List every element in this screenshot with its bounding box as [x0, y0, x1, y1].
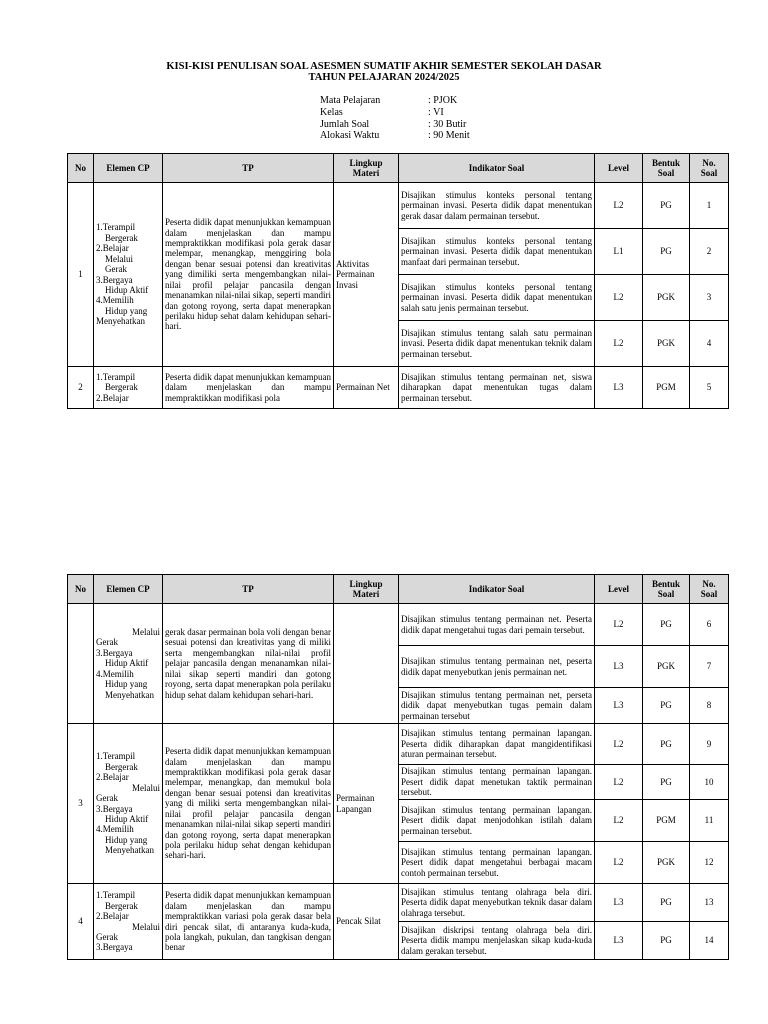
cell-bentuk-soal: PG	[643, 604, 690, 646]
table-header-row	[68, 154, 729, 183]
elemen-line: Melalui	[105, 253, 133, 264]
header-lingkup-materi	[334, 154, 399, 183]
cell-tp: Peserta didik dapat menunjukkan kemampuan dalam menjelaskan dan mampu mempraktikkan modifikasi pola gerak dasar melempar, menangkap, dan memukul bola dengan benar sesuai potensi dan kreativitas yang di miliki serta mengembangkan nilai-nilai profil pelajar pancasila dengan menanamkan nilai-nilai sikap seperti mandiri dan gotong royong, serta dapat menerapkan pola perilaku hidup sehat dengan kehidupan sehari-hari.	[163, 724, 334, 884]
cell-indikator-soal: Disajikan stimulus konteks personal tentang permainan invasi. Peserta didik dapat menentukan manfaat dari permainan tersebut.	[399, 229, 595, 275]
header-lingkup-line2: Materi	[352, 589, 380, 599]
kisi-table-1	[67, 153, 729, 409]
header-bentuk-line1: Bentuk	[651, 157, 680, 168]
elemen-line: Melalui	[132, 627, 160, 638]
cell-no-soal: 13	[690, 884, 729, 922]
header-nosoal-line2: Soal	[700, 589, 718, 599]
cell-no-soal: 8	[690, 688, 729, 724]
cell-no: 1	[68, 183, 94, 367]
header-lingkup-materi	[334, 575, 399, 604]
table-row	[68, 367, 729, 409]
elemen-line: Hidup Aktif	[105, 658, 149, 669]
cell-bentuk-soal: PGK	[643, 321, 690, 367]
cell-level: L2	[595, 765, 643, 800]
elemen-line: Hidup yang	[105, 679, 148, 690]
cell-elemen-cp	[94, 183, 163, 367]
header-bentuk-line1: Bentuk	[651, 578, 680, 589]
header-nosoal-line1: No.	[702, 578, 716, 589]
header-level: Level	[595, 575, 643, 604]
cell-bentuk-soal: PG	[643, 183, 690, 229]
cell-indikator-soal: Disajikan stimulus tentang permainan net, peserta didik dapat menyebutkan jenis permainan net.	[399, 646, 595, 688]
header-elemen-cp: Elemen CP	[94, 575, 163, 604]
cell-elemen-cp	[94, 724, 163, 884]
header-elemen-cp: Elemen CP	[94, 154, 163, 183]
elemen-line: Bergerak	[105, 761, 138, 772]
cell-indikator-soal: Disajikan stimulus tentang permainan lapangan. Peserta didik diharapkan dapat mangidentifikasi aturan permainan tersebut.	[399, 724, 595, 765]
cell-indikator-soal: Disajikan stimulus tentang permainan net, siswa diharapkan dapat menentukan tugas dalam permainan tersebut.	[399, 367, 595, 409]
cell-indikator-soal: Disajikan stimulus tentang permainan lapangan. Pesert didik dapat menjodohkan istilah dalam permainan tersebut.	[399, 800, 595, 842]
cell-no-soal: 12	[690, 842, 729, 884]
cell-indikator-soal: Disajikan stimulus tentang permainan lapangan. Pesert didik dapat mengetahui berbagai macam contoh permainan tersebut.	[399, 842, 595, 884]
header-bentuk-line2: Soal	[657, 589, 675, 599]
elemen-line: 1.Terampil	[96, 222, 136, 233]
header-nosoal-line2: Soal	[700, 168, 718, 178]
cell-bentuk-soal: PGM	[643, 367, 690, 409]
cell-bentuk-soal: PG	[643, 229, 690, 275]
cell-indikator-soal: Disajikan stimulus tentang olahraga bela diri. Peserta didik dapat menyebutkan teknik dasar dalam olahraga tersebut.	[399, 884, 595, 922]
cell-lingkup-materi	[334, 604, 399, 724]
header-lingkup-line1: Lingkup	[349, 157, 383, 168]
meta-label: Jumlah Soal	[320, 118, 370, 130]
elemen-line: 3.Bergaya	[96, 803, 133, 814]
cell-lingkup-materi: Permainan Lapangan	[334, 724, 399, 884]
elemen-line: Hidup yang	[105, 834, 148, 845]
elemen-line: Menyehatkan	[105, 845, 154, 856]
cell-lingkup-materi: Aktivitas Permainan Invasi	[334, 183, 399, 367]
meta-value: : PJOK	[428, 95, 458, 106]
cell-no: 4	[68, 884, 94, 960]
cell-tp: Peserta didik dapat menunjukkan kemampuan dalam menjelaskan dan mampu mempraktikkan variasi pola gerak dasar bela diri pencak silat, di antaranya kuda-kuda, pola langkah, pukulan, dan tangkisan dengan benar	[163, 884, 334, 960]
cell-level: L2	[595, 842, 643, 884]
cell-bentuk-soal: PGK	[643, 646, 690, 688]
table-row	[68, 724, 729, 765]
elemen-line: Hidup yang	[105, 305, 148, 316]
cell-lingkup-materi: Permainan Net	[334, 367, 399, 409]
cell-no-soal: 4	[690, 321, 729, 367]
cell-level: L2	[595, 800, 643, 842]
meta-row	[320, 107, 470, 119]
header-nosoal-line1: No.	[702, 157, 716, 168]
meta-row	[320, 95, 470, 107]
cell-bentuk-soal: PGK	[643, 842, 690, 884]
header-indikator-soal: Indikator Soal	[399, 575, 595, 604]
header-no-soal	[690, 575, 729, 604]
cell-bentuk-soal: PG	[643, 688, 690, 724]
elemen-line: Melalui	[132, 782, 160, 793]
cell-level: L3	[595, 884, 643, 922]
cell-level: L2	[595, 604, 643, 646]
cell-no-soal: 6	[690, 604, 729, 646]
header-bentuk-line2: Soal	[657, 168, 675, 178]
header-lingkup-line1: Lingkup	[349, 578, 383, 589]
meta-label: Kelas	[320, 106, 343, 118]
meta-value: : 90 Menit	[428, 130, 470, 142]
meta-row	[320, 130, 470, 142]
elemen-line: 3.Bergaya	[96, 647, 133, 658]
cell-level: L3	[595, 922, 643, 960]
header-lingkup-line2: Materi	[352, 168, 380, 178]
cell-no-soal: 14	[690, 922, 729, 960]
elemen-line: Menyehatkan	[96, 316, 145, 327]
elemen-line: Gerak	[96, 637, 118, 648]
elemen-line: 2.Belajar	[96, 911, 129, 922]
elemen-line: 1.Terampil	[96, 371, 136, 382]
elemen-line: 4.Memilih	[96, 824, 134, 835]
title-line-2: TAHUN PELAJARAN 2024/2025	[308, 72, 460, 83]
header-bentuk-soal	[643, 575, 690, 604]
cell-no-soal: 5	[690, 367, 729, 409]
cell-no: 2	[68, 367, 94, 409]
cell-indikator-soal: Disajikan stimulus tentang permainan lapangan. Pesert didik dapat menetukan taktik permainan tersebut.	[399, 765, 595, 800]
elemen-line: 2.Belajar	[96, 392, 129, 403]
cell-no-soal: 7	[690, 646, 729, 688]
cell-tp: gerak dasar permainan bola voli dengan benar sesuai potensi dan kreativitas yang di miliki serta mengembangkan nilai-nilai profil pelajar pancasila dengan menanamkan nilai-nilai sikap seperti mandiri dan gotong royong, serta dapat menerapkan pola perilaku hidup sehat dalam kehidupan sehari-hari.	[163, 604, 334, 724]
cell-level: L3	[595, 646, 643, 688]
elemen-line: Menyehatkan	[105, 689, 154, 700]
cell-no-soal: 11	[690, 800, 729, 842]
cell-elemen-cp	[94, 884, 163, 960]
elemen-line: 3.Bergaya	[96, 274, 133, 285]
cell-level: L3	[595, 367, 643, 409]
cell-indikator-soal: Disajikan stimulus konteks personal tentang permainan invasi. Peserta didik dapat menentukan salah satu jenis permainan tersebut.	[399, 275, 595, 321]
header-no: No	[68, 154, 94, 183]
elemen-line: Gerak	[96, 931, 118, 942]
elemen-line: 2.Belajar	[96, 772, 129, 783]
cell-indikator-soal: Disajikan stimulus konteks personal tentang permainan invasi. Peserta didik dapat menentukan gerak dasar dalam permainan tersebut.	[399, 183, 595, 229]
cell-lingkup-materi: Pencak Silat	[334, 884, 399, 960]
header-bentuk-soal	[643, 154, 690, 183]
header-level: Level	[595, 154, 643, 183]
meta-label: Alokasi Waktu	[320, 130, 380, 142]
header-no-soal	[690, 154, 729, 183]
elemen-line: Gerak	[105, 264, 127, 275]
cell-indikator-soal: Disajikan stimulus tentang permainan net. Peserta didik dapat mengetahui tugas dari pemain tersebut.	[399, 604, 595, 646]
cell-level: L1	[595, 229, 643, 275]
cell-indikator-soal: Disajikan stimulus tentang permainan net, perseta didik dapat menyebutkan tugas pemain dalam permainan tersebut	[399, 688, 595, 724]
table-row	[68, 604, 729, 646]
elemen-line: 3.Bergaya	[96, 942, 133, 953]
meta-label: Mata Pelajaran	[320, 95, 381, 106]
cell-bentuk-soal: PGK	[643, 275, 690, 321]
header-tp: TP	[163, 154, 334, 183]
cell-no-soal: 10	[690, 765, 729, 800]
cell-level: L3	[595, 688, 643, 724]
elemen-line: Melalui	[132, 921, 160, 932]
cell-bentuk-soal: PG	[643, 724, 690, 765]
kisi-table-2	[67, 574, 729, 960]
cell-indikator-soal: Disajikan diskripsi tentang olahraga bela diri. Peserta didik mampu menjelaskan sikap kuda-kuda dalam gerakan tersebut.	[399, 922, 595, 960]
meta-block	[320, 95, 470, 142]
meta-value: : VI	[428, 106, 444, 118]
elemen-line: Bergerak	[105, 382, 138, 393]
elemen-line: Hidup Aktif	[105, 284, 149, 295]
cell-bentuk-soal: PGM	[643, 800, 690, 842]
meta-value: : 30 Butir	[428, 118, 467, 130]
cell-elemen-cp	[94, 604, 163, 724]
elemen-line: 2.Belajar	[96, 243, 129, 254]
cell-level: L2	[595, 724, 643, 765]
elemen-line: 4.Memilih	[96, 668, 134, 679]
cell-tp: Peserta didik dapat menunjukkan kemampuan dalam menjelaskan dan mampu mempraktikkan modifikasi pola gerak dasar melempar, menangkap, menggiring bola dengan benar sesuai potensi dan kreativitas yang dimiliki serta mengembangkan nilai-nilai profil pelajar pancasila dengan menanamkan nilai-nilai sikap, seperti mandiri dan gotong royong, serta dapat menerapkan perilaku hidup sehat dalam kehidupan sehari-hari.	[163, 183, 334, 367]
cell-no	[68, 604, 94, 724]
cell-no-soal: 1	[690, 183, 729, 229]
table-header-row	[68, 575, 729, 604]
elemen-line: Bergerak	[105, 900, 138, 911]
cell-indikator-soal: Disajikan stimulus tentang salah satu permainan invasi. Peserta didik dapat menentukan teknik dalam permainan tersebut.	[399, 321, 595, 367]
header-no: No	[68, 575, 94, 604]
elemen-line: Gerak	[96, 793, 118, 804]
elemen-line: 1.Terampil	[96, 890, 136, 901]
cell-bentuk-soal: PG	[643, 884, 690, 922]
meta-row	[320, 119, 470, 131]
title-line-1: KISI-KISI PENULISAN SOAL ASESMEN SUMATIF AKHIR SEMESTER SEKOLAH DASAR	[166, 61, 602, 72]
elemen-line: 4.Memilih	[96, 295, 134, 306]
table-row	[68, 183, 729, 229]
cell-bentuk-soal: PG	[643, 922, 690, 960]
cell-elemen-cp	[94, 367, 163, 409]
elemen-line: Hidup Aktif	[105, 813, 149, 824]
cell-no: 3	[68, 724, 94, 884]
elemen-line: 1.Terampil	[96, 751, 136, 762]
cell-level: L2	[595, 275, 643, 321]
cell-no-soal: 2	[690, 229, 729, 275]
cell-tp: Peserta didik dapat menunjukkan kemampuan dalam menjelaskan dan mampu mempraktikkan modifikasi pola	[163, 367, 334, 409]
header-tp: TP	[163, 575, 334, 604]
header-indikator-soal: Indikator Soal	[399, 154, 595, 183]
cell-no-soal: 9	[690, 724, 729, 765]
table-row	[68, 884, 729, 922]
cell-bentuk-soal: PG	[643, 765, 690, 800]
elemen-line: Bergerak	[105, 232, 138, 243]
cell-level: L2	[595, 321, 643, 367]
cell-no-soal: 3	[690, 275, 729, 321]
cell-level: L2	[595, 183, 643, 229]
